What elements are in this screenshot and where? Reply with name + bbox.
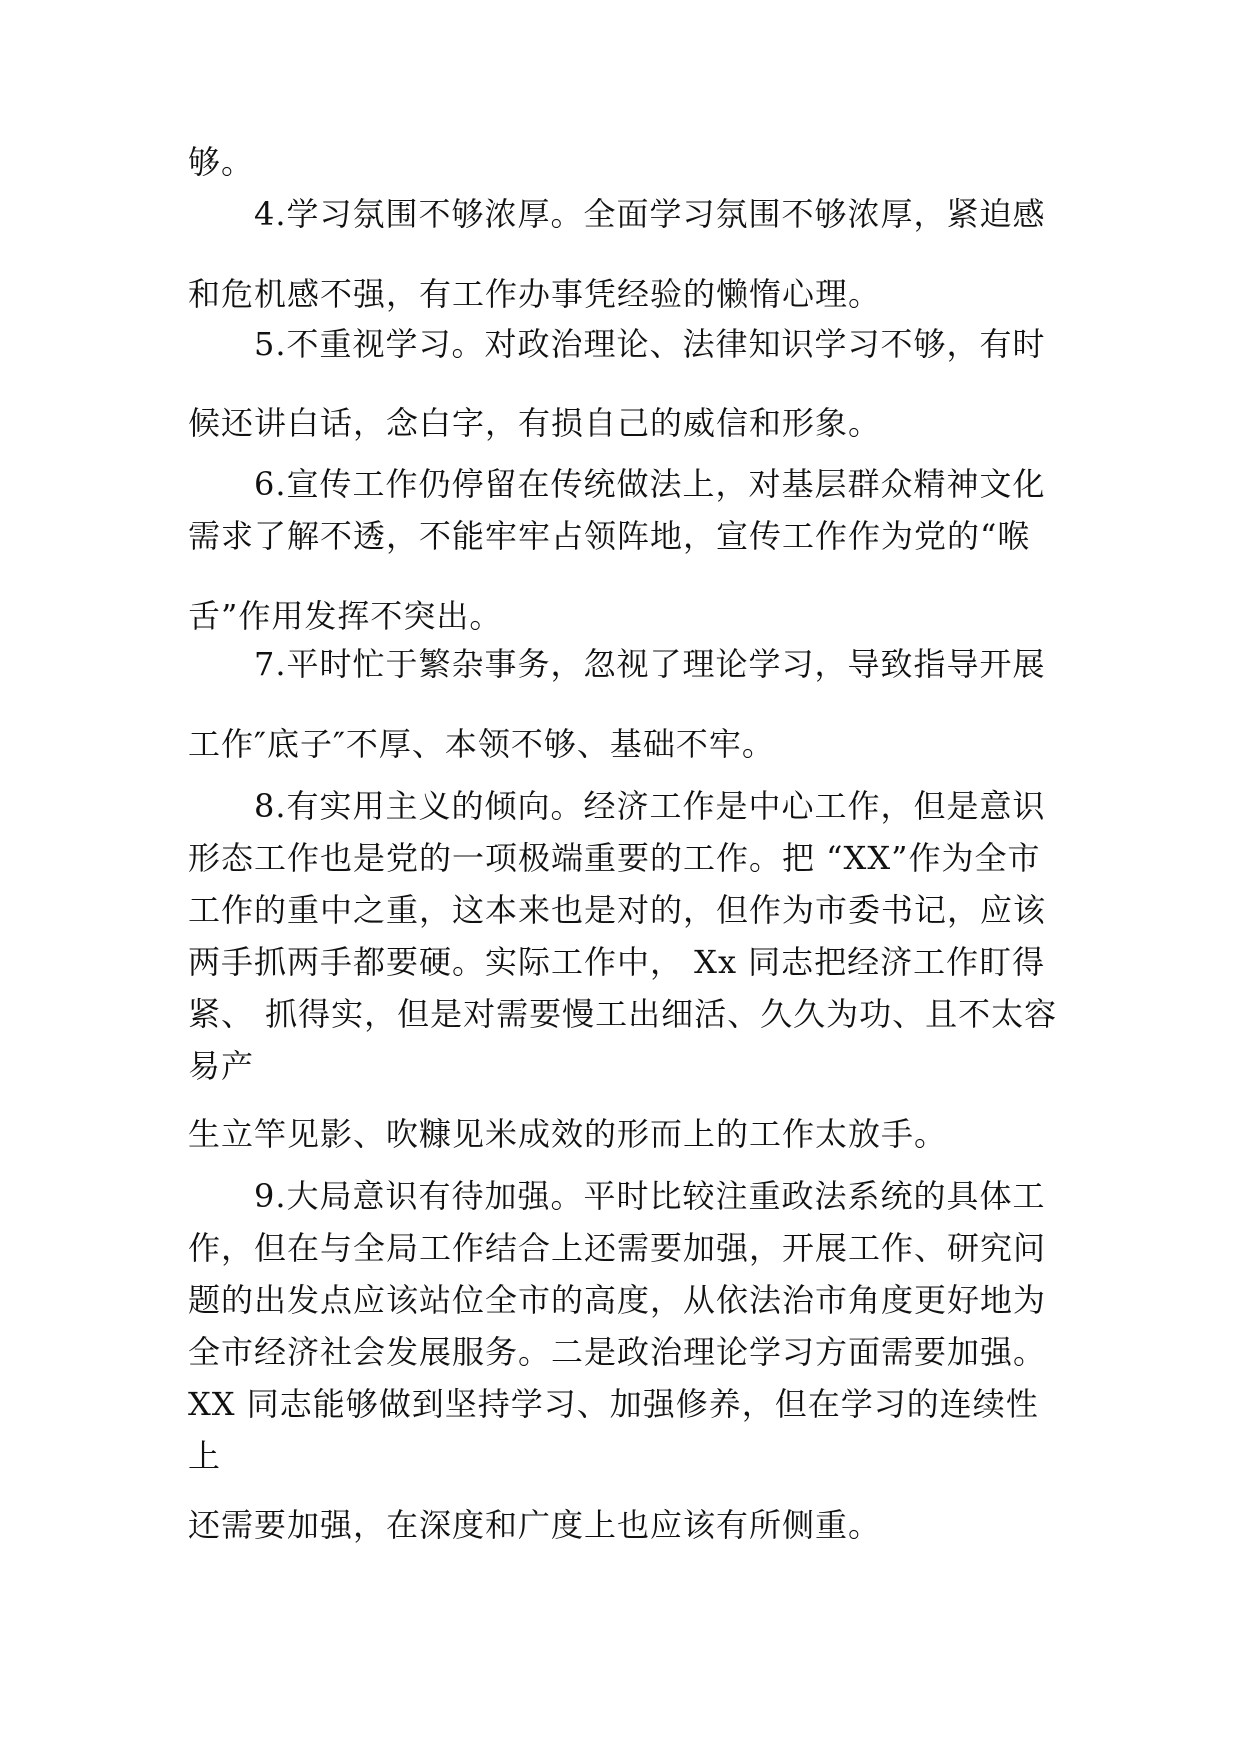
paragraph-5-line-2: 候还讲白话，念白字，有损自己的威信和形象。	[188, 404, 882, 442]
paragraph-9-line-7: 还需要加强，在深度和广度上也应该有所侧重。	[188, 1506, 882, 1544]
paragraph-9-line-5: XX 同志能够做到坚持学习、加强修养，但在学习的连续性	[188, 1385, 1039, 1423]
paragraph-8-line-3: 工作的重中之重，这本来也是对的，但作为市委书记，应该	[188, 891, 1047, 929]
paragraph-7-line-2: 工作″底子″不厚、本领不够、基础不牢。	[188, 725, 775, 763]
paragraph-5-line-1: 5.不重视学习。对政治理论、法律知识学习不够，有时	[254, 325, 1046, 363]
paragraph-8-line-7: 生立竿见影、吹糠见米成效的形而上的工作太放手。	[188, 1115, 948, 1153]
paragraph-4-line-2: 和危机感不强，有工作办事凭经验的懒惰心理。	[188, 275, 882, 313]
paragraph-9-line-4: 全市经济社会发展服务。二是政治理论学习方面需要加强。	[188, 1333, 1047, 1371]
paragraph-6-line-3: 舌”作用发挥不突出。	[188, 597, 503, 635]
paragraph-9-line-6: 上	[188, 1437, 222, 1475]
paragraph-6-line-2: 需求了解不透，不能牢牢占领阵地，宣传工作作为党的“喉	[188, 517, 1031, 555]
paragraph-6-line-1: 6.宣传工作仍停留在传统做法上，对基层群众精神文化	[254, 465, 1046, 503]
paragraph-7-line-1: 7.平时忙于繁杂事务，忽视了理论学习，导致指导开展	[254, 645, 1046, 683]
paragraph-9-line-1: 9.大局意识有待加强。平时比较注重政法系统的具体工	[254, 1177, 1046, 1215]
paragraph-9-line-3: 题的出发点应该站位全市的高度，从依法治市角度更好地为	[188, 1281, 1047, 1319]
paragraph-8-line-4: 两手抓两手都要硬。实际工作中， Xx 同志把经济工作盯得	[188, 943, 1046, 981]
paragraph-8-line-5: 紧、 抓得实，但是对需要慢工出细活、久久为功、且不太容	[188, 995, 1058, 1033]
text-line: 够。	[188, 143, 255, 181]
paragraph-8-line-6: 易产	[188, 1047, 255, 1085]
paragraph-4-line-1: 4.学习氛围不够浓厚。全面学习氛围不够浓厚，紧迫感	[254, 195, 1046, 233]
paragraph-8-line-2: 形态工作也是党的一项极端重要的工作。把 “XX”作为全市	[188, 839, 1041, 877]
paragraph-8-line-1: 8.有实用主义的倾向。经济工作是中心工作，但是意识	[254, 787, 1046, 825]
paragraph-9-line-2: 作，但在与全局工作结合上还需要加强，开展工作、研究问	[188, 1229, 1047, 1267]
